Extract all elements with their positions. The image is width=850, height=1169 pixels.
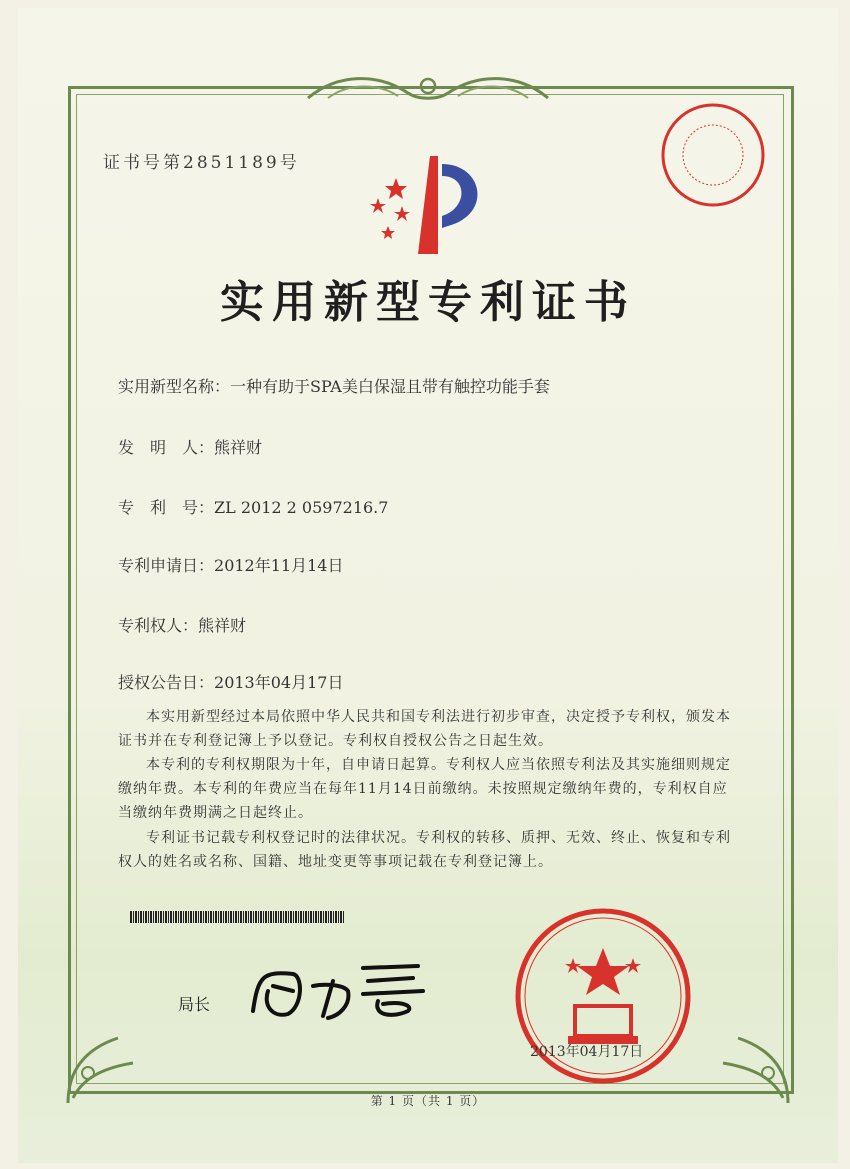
field-label: 授权公告日： bbox=[118, 673, 215, 692]
seal-date: 2013年04月17日 bbox=[530, 1044, 644, 1060]
field-value: ZL 2012 2 0597216.7 bbox=[214, 498, 389, 517]
body-paragraph: 本实用新型经过本局依照中华人民共和国专利法进行初步审查，决定授予专利权，颁发本证书并在专利登记簿上予以登记。专利权自授权公告之日起生效。 bbox=[118, 709, 731, 749]
field-value: 2013年04月17日 bbox=[214, 673, 344, 692]
tax-stamp-seal bbox=[658, 100, 768, 210]
top-ornament bbox=[298, 68, 558, 108]
field-inventor bbox=[118, 435, 262, 458]
certificate-number: 证书号第2851189号 bbox=[103, 153, 300, 173]
director-label: 局长 bbox=[178, 995, 211, 1014]
page-footer: 第 1 页（共 1 页） bbox=[370, 1094, 486, 1108]
body-paragraph: 本专利的专利权期限为十年，自申请日起算。专利权人应当依照专利法及其实施细则规定缴纳年费。本专利的年费应当在每年11月14日前缴纳。未按照规定缴纳年费的，专利权自应当缴纳年费期满之日起终止。 bbox=[118, 757, 731, 821]
field-label: 实用新型名称： bbox=[118, 377, 231, 396]
field-value: 熊祥财 bbox=[214, 438, 263, 457]
patent-office-logo-icon bbox=[368, 156, 498, 256]
body-paragraph: 专利证书记载专利权登记时的法律状况。专利权的转移、质押、无效、终止、恢复和专利权人的姓名或名称、国籍、地址变更等事项记载在专利登记簿上。 bbox=[118, 830, 731, 870]
field-value: 2012年11月14日 bbox=[214, 556, 344, 575]
field-label: 专利权人： bbox=[118, 616, 199, 635]
barcode bbox=[130, 911, 345, 923]
field-label: 专 利 号： bbox=[118, 498, 215, 517]
field-value: 熊祥财 bbox=[198, 616, 247, 635]
director-signature bbox=[243, 956, 433, 1026]
field-patent-number bbox=[118, 495, 388, 518]
field-label: 发 明 人： bbox=[118, 438, 215, 457]
field-application-date bbox=[118, 553, 343, 576]
field-label: 专利申请日： bbox=[118, 556, 215, 575]
field-patentee bbox=[118, 613, 246, 636]
certificate-title: 实用新型专利证书 bbox=[220, 277, 636, 328]
certificate-page bbox=[18, 8, 838, 1163]
field-announcement-date bbox=[118, 670, 343, 693]
field-value: 一种有助于SPA美白保湿且带有触控功能手套 bbox=[230, 377, 550, 396]
field-utility-model-name bbox=[118, 374, 550, 397]
